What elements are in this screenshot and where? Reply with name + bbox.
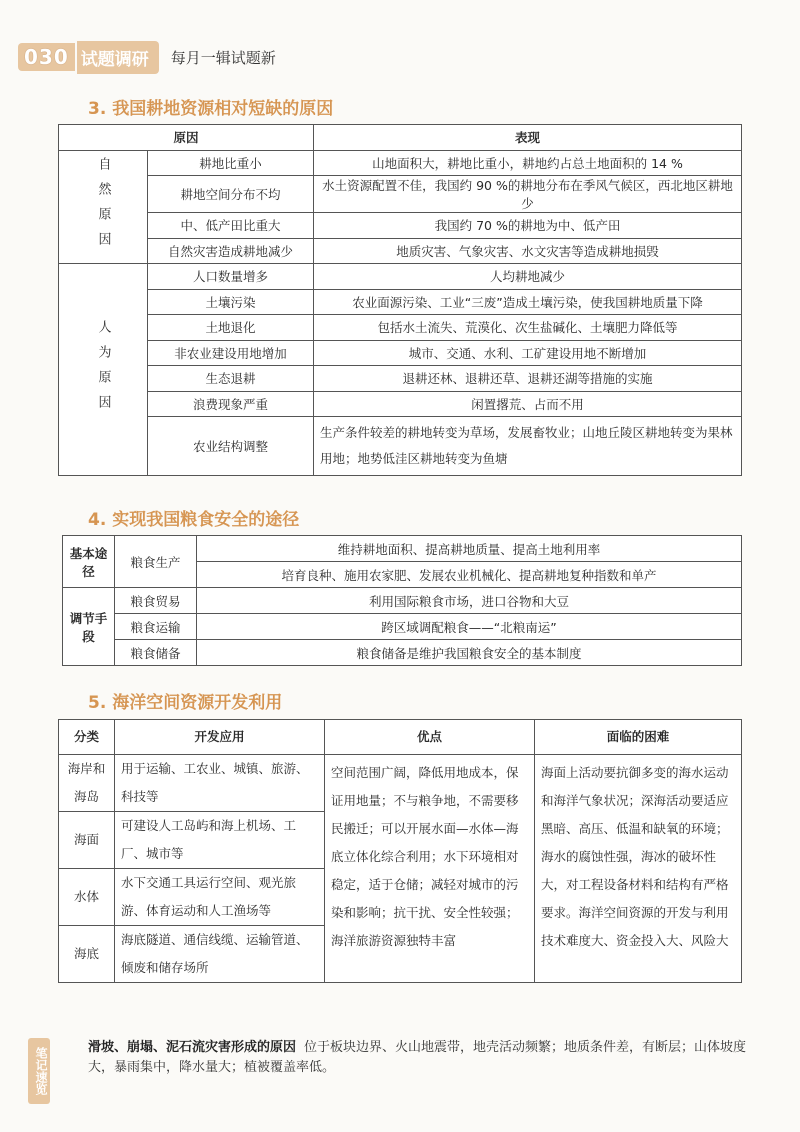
basic-approach-label: 基本途径 xyxy=(63,536,115,588)
page-number: 030 xyxy=(18,43,75,71)
difficulties-cell: 海面上活动要抗御多变的海水运动和海洋气象状况；深海活动要适应黑暗、高压、低温和缺氧的环境；海水的腐蚀性强，海冰的破坏性大，对工程设备材料和结构有严格要求。海洋空间资源的开发与利用技术难度大、资金投入大、风险大 xyxy=(535,755,742,983)
desc-cell: 闲置撂荒、占而不用 xyxy=(314,391,742,417)
category-cell: 海底 xyxy=(59,926,115,983)
application-cell: 可建设人工岛屿和海上机场、工厂、城市等 xyxy=(115,812,325,869)
cause-cell: 土壤污染 xyxy=(148,289,314,315)
marine-space-table xyxy=(58,719,742,983)
header-cause: 原因 xyxy=(59,125,314,151)
cause-cell: 生态退耕 xyxy=(148,366,314,392)
adjust-desc: 跨区域调配粮食——“北粮南运” xyxy=(197,614,742,640)
adjust-name: 粮食储备 xyxy=(115,640,197,666)
header-application: 开发应用 xyxy=(115,720,325,755)
cause-cell: 土地退化 xyxy=(148,315,314,341)
adjust-desc: 粮食储备是维护我国粮食安全的基本制度 xyxy=(197,640,742,666)
header-manifestation: 表现 xyxy=(314,125,742,151)
section-3-title: 3. 我国耕地资源相对短缺的原因 xyxy=(88,99,334,119)
cause-cell: 人口数量增多 xyxy=(148,264,314,290)
adjust-name: 粮食贸易 xyxy=(115,588,197,614)
note-content xyxy=(88,1038,768,1078)
application-cell: 水下交通工具运行空间、观光旅游、体育运动和人工渔场等 xyxy=(115,869,325,926)
page-header xyxy=(18,40,276,74)
advantages-cell: 空间范围广阔，降低用地成本，保证用地量；不与粮争地，不需要移民搬迁；可以开展水面—水体—海底立体化综合利用；水下环境相对稳定，适于仓储；减轻对城市的污染和影响；抗干扰、安全性较强；海洋旅游资源独特丰富 xyxy=(325,755,535,983)
adjust-label: 调节手段 xyxy=(63,588,115,666)
cause-cell: 中、低产田比重大 xyxy=(148,213,314,239)
cause-cell: 农业结构调整 xyxy=(148,417,314,476)
application-cell: 用于运输、工农业、城镇、旅游、科技等 xyxy=(115,755,325,812)
note-text: 位于板块边界、火山地震带，地壳活动频繁；地质条件差，有断层；山体坡度大，暴雨集中，降水量大；植被覆盖率低。 xyxy=(88,1040,747,1075)
desc-cell: 城市、交通、水利、工矿建设用地不断增加 xyxy=(314,340,742,366)
note-box xyxy=(28,1038,768,1095)
category-cell: 水体 xyxy=(59,869,115,926)
section-4-title: 4. 实现我国粮食安全的途径 xyxy=(88,510,300,530)
desc-cell: 农业面源污染、工业“三废”造成土壤污染，使我国耕地质量下降 xyxy=(314,289,742,315)
desc-cell: 包括水土流失、荒漠化、次生盐碱化、土壤肥力降低等 xyxy=(314,315,742,341)
header-difficulty: 面临的困难 xyxy=(535,720,742,755)
header-subtitle: 每月一辑试题新 xyxy=(170,48,276,67)
desc-cell: 水土资源配置不佳，我国约 90 %的耕地分布在季风气候区，西北地区耕地少 xyxy=(314,176,742,213)
cause-cell: 耕地空间分布不均 xyxy=(148,176,314,213)
desc-cell: 地质灾害、气象灾害、水文灾害等造成耕地损毁 xyxy=(314,238,742,264)
cause-cell: 自然灾害造成耕地减少 xyxy=(148,238,314,264)
note-tab: 笔记速览 xyxy=(28,1038,50,1104)
production-item: 维持耕地面积、提高耕地质量、提高土地利用率 xyxy=(197,536,742,562)
cause-cell: 浪费现象严重 xyxy=(148,391,314,417)
header-category: 分类 xyxy=(59,720,115,755)
desc-cell: 山地面积大，耕地比重小，耕地约占总土地面积的 14 % xyxy=(314,150,742,176)
production-label: 粮食生产 xyxy=(115,536,197,588)
adjust-name: 粮食运输 xyxy=(115,614,197,640)
category-cell: 海面 xyxy=(59,812,115,869)
human-cause-label: 人为原因 xyxy=(59,264,148,476)
desc-cell: 我国约 70 %的耕地为中、低产田 xyxy=(314,213,742,239)
natural-cause-label: 自然原因 xyxy=(59,150,148,264)
desc-cell: 人均耕地减少 xyxy=(314,264,742,290)
desc-cell: 生产条件较差的耕地转变为草场，发展畜牧业；山地丘陵区耕地转变为果林用地；地势低洼区耕地转变为鱼塘 xyxy=(314,417,742,476)
section-tag: 试题调研 xyxy=(77,41,159,74)
desc-cell: 退耕还林、退耕还草、退耕还湖等措施的实施 xyxy=(314,366,742,392)
cultivated-land-table xyxy=(58,124,742,476)
category-cell: 海岸和海岛 xyxy=(59,755,115,812)
production-item: 培育良种、施用农家肥、发展农业机械化、提高耕地复种指数和单产 xyxy=(197,562,742,588)
food-security-table xyxy=(62,535,742,666)
note-title: 滑坡、崩塌、泥石流灾害形成的原因 xyxy=(88,1040,297,1055)
section-5-title: 5. 海洋空间资源开发利用 xyxy=(88,693,283,713)
header-advantage: 优点 xyxy=(325,720,535,755)
application-cell: 海底隧道、通信线缆、运输管道、倾废和储存场所 xyxy=(115,926,325,983)
adjust-desc: 利用国际粮食市场，进口谷物和大豆 xyxy=(197,588,742,614)
cause-cell: 非农业建设用地增加 xyxy=(148,340,314,366)
cause-cell: 耕地比重小 xyxy=(148,150,314,176)
